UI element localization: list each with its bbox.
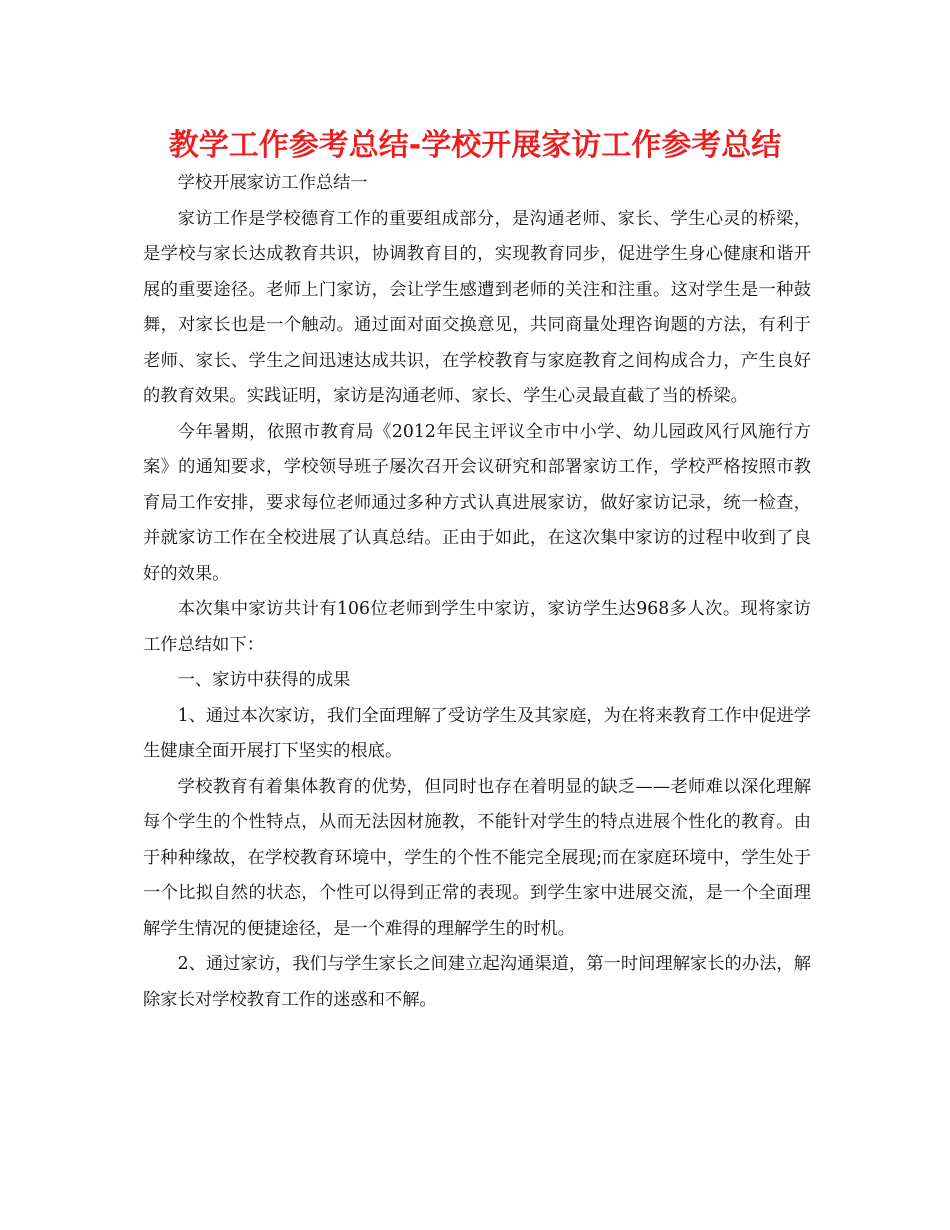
paragraph: 今年暑期，依照市教育局《2012年民主评议全市中小学、幼儿园政风行风施行方案》的通知要求，学校领导班子屡次召开会议研究和部署家访工作，学校严格按照市教育局工作安排，要求每位老师通过多种方式认真进展家访，做好家访记录，统一检查，并就家访工作在全校进展了认真总结。正由于如此，在这次集中家访的过程中收到了良好的效果。 [143, 421, 811, 584]
paragraph: 1、通过本次家访，我们全面理解了受访学生及其家庭，为在将来教育工作中促进学生健康全面开展打下坚实的根底。 [143, 705, 811, 761]
section-heading: 学校开展家访工作总结一 [177, 173, 368, 193]
paragraph: 2、通过家访，我们与学生家长之间建立起沟通渠道，第一时间理解家长的办法，解除家长对学校教育工作的迷惑和不解。 [143, 954, 811, 1010]
section-heading: 一、家访中获得的成果 [177, 670, 351, 690]
paragraph: 学校教育有着集体教育的优势，但同时也存在着明显的缺乏——老师难以深化理解每个学生的个性特点，从而无法因材施教，不能针对学生的特点进展个性化的教育。由于种种缘故，在学校教育环境中，学生的个性不能完全展现;而在家庭环境中，学生处于一个比拟自然的状态，个性可以得到正常的表现。到学生家中进展交流，是一个全面理解学生情况的便捷途径，是一个难得的理解学生的时机。 [143, 776, 811, 939]
paragraph: 本次集中家访共计有106位老师到学生中家访，家访学生达968多人次。现将家访工作总结如下： [143, 599, 811, 655]
document-body [143, 166, 811, 1018]
document-title: 教学工作参考总结-学校开展家访工作参考总结 [168, 128, 782, 163]
paragraph: 家访工作是学校德育工作的重要组成部分，是沟通老师、家长、学生心灵的桥梁，是学校与家长达成教育共识，协调教育目的，实现教育同步，促进学生身心健康和谐开展的重要途径。老师上门家访，会让学生感遭到老师的关注和注重。这对学生是一种鼓舞，对家长也是一个触动。通过面对面交换意见，共同商量处理咨询题的方法，有利于老师、家长、学生之间迅速达成共识，在学校教育与家庭教育之间构成合力，产生良好的教育效果。实践证明，家访是沟通老师、家长、学生心灵最直截了当的桥梁。 [143, 208, 811, 406]
